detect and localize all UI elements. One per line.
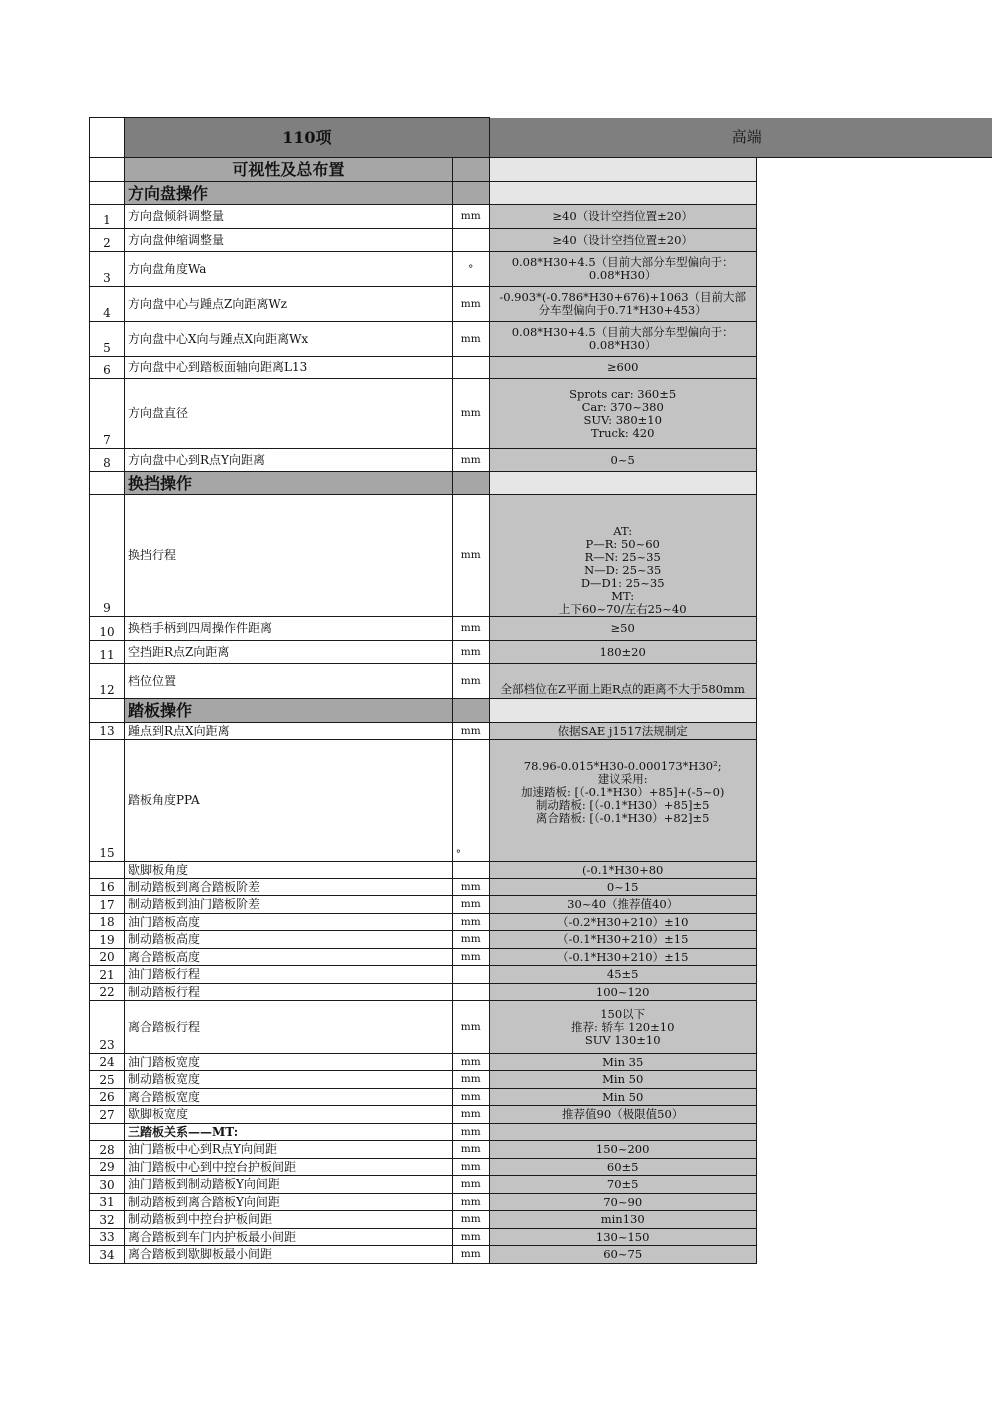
row-unit: mm: [452, 1001, 489, 1054]
row-description: 方向盘中心X向与踵点X向距离Wx: [124, 322, 452, 357]
table-row: [90, 1071, 992, 1089]
row-number: 31: [90, 1194, 125, 1211]
table-row: [90, 322, 992, 357]
row-unit: °: [452, 252, 489, 287]
table-row: [90, 896, 992, 914]
row-unit: mm: [452, 1194, 489, 1211]
section-val: [489, 472, 756, 495]
blank-cell: [756, 1194, 992, 1211]
row-unit: mm: [452, 1054, 489, 1071]
row-value: 0.08*H30+4.5（目前大部分车型偏向于： 0.08*H30）: [489, 252, 756, 287]
blank-cell: [756, 1159, 992, 1176]
blank-cell: [756, 1071, 992, 1089]
row-value: min130: [489, 1211, 756, 1229]
table-row: [90, 1246, 992, 1264]
table-row: [90, 931, 992, 949]
row-value: (-0.1*H30+80: [489, 862, 756, 879]
row-unit: [452, 966, 489, 984]
row-value: 0.08*H30+4.5（目前大部分车型偏向于： 0.08*H30）: [489, 322, 756, 357]
table-row: [90, 1054, 992, 1071]
row-number: 32: [90, 1211, 125, 1229]
row-unit: mm: [452, 1071, 489, 1089]
row-number: 3: [90, 252, 125, 287]
blank-cell: [756, 1124, 992, 1141]
section-unit: [452, 182, 489, 205]
table-row: [90, 1159, 992, 1176]
row-value: 30~40（推荐值40）: [489, 896, 756, 914]
table-row: [90, 1106, 992, 1124]
row-value: 依据SAE j1517法规制定: [489, 723, 756, 740]
blank-cell: [756, 1054, 992, 1071]
blank-cell: [756, 699, 992, 723]
blank-cell: [756, 984, 992, 1001]
blank-cell: [756, 896, 992, 914]
blank-cell: [756, 879, 992, 896]
row-number: 30: [90, 1176, 125, 1194]
blank-cell: [756, 1176, 992, 1194]
section-num: [90, 472, 125, 495]
spreadsheet: [89, 117, 992, 1264]
row-number: 25: [90, 1071, 125, 1089]
row-description: 制动踏板到中控台护板间距: [124, 1211, 452, 1229]
row-description: 制动踏板到离合踏板阶差: [124, 879, 452, 896]
row-value: 130~150: [489, 1229, 756, 1246]
section-val: [489, 1124, 756, 1141]
section-row-three-pedal: [90, 1124, 992, 1141]
row-description: 制动踏板行程: [124, 984, 452, 1001]
header-row: [90, 118, 992, 158]
table-row: [90, 879, 992, 896]
row-number: 34: [90, 1246, 125, 1264]
header-right-title: 高端: [730, 118, 992, 157]
table-row: [90, 664, 992, 699]
row-unit: mm: [452, 914, 489, 931]
section-unit: mm: [452, 1124, 489, 1141]
table-row: [90, 1089, 992, 1106]
row-description: 空挡距R点Z向距离: [124, 641, 452, 664]
row-unit: °: [452, 740, 489, 862]
row-unit: [452, 862, 489, 879]
row-value: 150~200: [489, 1141, 756, 1159]
blank-cell: [756, 1141, 992, 1159]
row-value: Min 50: [489, 1071, 756, 1089]
row-unit: mm: [452, 379, 489, 449]
row-description: 油门踏板中心到R点Y向间距: [124, 1141, 452, 1159]
row-value: ≥40（设计空挡位置±20）: [489, 205, 756, 229]
row-description: 踏板角度PPA: [124, 740, 452, 862]
row-unit: mm: [452, 1229, 489, 1246]
row-description: 制动踏板到离合踏板Y向间距: [124, 1194, 452, 1211]
row-number: 18: [90, 914, 125, 931]
row-unit: mm: [452, 664, 489, 699]
row-description: 方向盘伸缩调整量: [124, 229, 452, 252]
table-row: [90, 287, 992, 322]
table-row: [90, 723, 992, 740]
section-title-three-pedal: 三踏板关系——MT:: [124, 1124, 452, 1141]
row-number: 1: [90, 205, 125, 229]
row-unit: mm: [452, 495, 489, 617]
table-row: [90, 495, 992, 617]
table-row: [90, 966, 992, 984]
row-unit: mm: [452, 879, 489, 896]
blank-cell: [756, 495, 992, 617]
row-value: AT: P—R: 50~60 R—N: 25~35 N—D: 25~35 D—D1: 25~35 MT: 上下60~70/左右25~40: [489, 495, 756, 617]
row-value: 78.96-0.015*H30-0.000173*H30²; 建议采用: 加速踏板: [（-0.1*H30）+85]+(-5~0) 制动踏板: [（-0.1*H30）+85]±5 离合踏板: [（-0.1*H30）+82]±5: [489, 740, 756, 862]
row-unit: [452, 229, 489, 252]
blank-cell: [756, 1106, 992, 1124]
row-number: [90, 862, 125, 879]
blank-cell: [756, 914, 992, 931]
row-description: 油门踏板宽度: [124, 1054, 452, 1071]
corner-cell: [90, 118, 125, 158]
row-description: 方向盘角度Wa: [124, 252, 452, 287]
blank-cell: [756, 740, 992, 862]
row-unit: mm: [452, 949, 489, 966]
row-unit: mm: [452, 1141, 489, 1159]
table-row: [90, 1194, 992, 1211]
row-number: 16: [90, 879, 125, 896]
section-num: [90, 699, 125, 723]
table-row: [90, 1211, 992, 1229]
row-number: 17: [90, 896, 125, 914]
row-value: 推荐值90（极限值50）: [489, 1106, 756, 1124]
row-description: 离合踏板行程: [124, 1001, 452, 1054]
section-row-pedal: [90, 699, 992, 723]
row-unit: mm: [452, 723, 489, 740]
row-value: 70±5: [489, 1176, 756, 1194]
row-value: -0.903*(-0.786*H30+676)+1063（目前大部 分车型偏向于0.71*H30+453）: [489, 287, 756, 322]
row-unit: mm: [452, 1159, 489, 1176]
row-unit: mm: [452, 1176, 489, 1194]
row-unit: [452, 357, 489, 379]
row-unit: mm: [452, 287, 489, 322]
row-number: 11: [90, 641, 125, 664]
row-value: Min 35: [489, 1054, 756, 1071]
row-unit: mm: [452, 1211, 489, 1229]
table-row: [90, 949, 992, 966]
blank-cell: [756, 322, 992, 357]
row-unit: mm: [452, 1246, 489, 1264]
row-value: 0~15: [489, 879, 756, 896]
row-unit: mm: [452, 896, 489, 914]
section-num: [90, 182, 125, 205]
row-description: 换挡行程: [124, 495, 452, 617]
row-number: 6: [90, 357, 125, 379]
row-unit: mm: [452, 617, 489, 641]
table-row: [90, 449, 992, 472]
row-description: 离合踏板高度: [124, 949, 452, 966]
section-val: [489, 699, 756, 723]
row-number: 13: [90, 723, 125, 740]
row-number: 19: [90, 931, 125, 949]
row-value: 100~120: [489, 984, 756, 1001]
row-number: 21: [90, 966, 125, 984]
blank-cell: [756, 379, 992, 449]
row-number: 12: [90, 664, 125, 699]
row-number: 33: [90, 1229, 125, 1246]
row-description: 歇脚板角度: [124, 862, 452, 879]
row-number: 4: [90, 287, 125, 322]
blank-cell: [756, 472, 992, 495]
row-unit: mm: [452, 205, 489, 229]
row-description: 方向盘直径: [124, 379, 452, 449]
table-row: [90, 617, 992, 641]
row-value: 0~5: [489, 449, 756, 472]
title-num: [90, 158, 125, 182]
section-title-row: [90, 158, 992, 182]
blank-cell: [756, 158, 992, 182]
row-number: 24: [90, 1054, 125, 1071]
row-number: 8: [90, 449, 125, 472]
row-value: ≥600: [489, 357, 756, 379]
row-description: 油门踏板到制动踏板Y向间距: [124, 1176, 452, 1194]
blank-cell: [756, 949, 992, 966]
row-unit: mm: [452, 1089, 489, 1106]
table-row: [90, 379, 992, 449]
title-val: [489, 158, 756, 182]
blank-cell: [756, 931, 992, 949]
table-row: [90, 740, 992, 862]
row-number: 26: [90, 1089, 125, 1106]
row-number: 27: [90, 1106, 125, 1124]
row-unit: [452, 984, 489, 1001]
row-number: 20: [90, 949, 125, 966]
section-row-shift: [90, 472, 992, 495]
row-value: 70~90: [489, 1194, 756, 1211]
row-value: 60±5: [489, 1159, 756, 1176]
blank-cell: [756, 229, 992, 252]
row-number: 5: [90, 322, 125, 357]
blank-cell: [756, 862, 992, 879]
row-unit: mm: [452, 449, 489, 472]
blank-cell: [756, 287, 992, 322]
table-row: [90, 1001, 992, 1054]
table-row: [90, 252, 992, 287]
section-unit: [452, 472, 489, 495]
row-value: ≥40（设计空挡位置±20）: [489, 229, 756, 252]
blank-cell: [756, 252, 992, 287]
project-title: 110项: [124, 118, 489, 158]
row-value: （-0.2*H30+210）±10: [489, 914, 756, 931]
row-number: 10: [90, 617, 125, 641]
blank-cell: [756, 182, 992, 205]
row-unit: mm: [452, 1106, 489, 1124]
row-number: 23: [90, 1001, 125, 1054]
row-number: 2: [90, 229, 125, 252]
row-number: 9: [90, 495, 125, 617]
row-description: 歇脚板宽度: [124, 1106, 452, 1124]
row-unit: mm: [452, 641, 489, 664]
row-value: 180±20: [489, 641, 756, 664]
row-description: 制动踏板宽度: [124, 1071, 452, 1089]
row-description: 离合踏板到歇脚板最小间距: [124, 1246, 452, 1264]
spec-table: [89, 117, 992, 1264]
row-value: Sprots car: 360±5 Car: 370~380 SUV: 380±10 Truck: 420: [489, 379, 756, 449]
blank-cell: [756, 1229, 992, 1246]
row-description: 方向盘中心与踵点Z向距离Wz: [124, 287, 452, 322]
blank-cell: [756, 357, 992, 379]
row-description: 方向盘中心到踏板面轴向距离L13: [124, 357, 452, 379]
table-row: [90, 229, 992, 252]
blank-cell: [756, 966, 992, 984]
row-number: 22: [90, 984, 125, 1001]
row-number: 7: [90, 379, 125, 449]
row-number: 15: [90, 740, 125, 862]
row-number: 28: [90, 1141, 125, 1159]
row-description: 油门踏板高度: [124, 914, 452, 931]
blank-cell: [756, 449, 992, 472]
row-value: Min 50: [489, 1089, 756, 1106]
row-description: 油门踏板行程: [124, 966, 452, 984]
table-row: [90, 1141, 992, 1159]
row-number: 29: [90, 1159, 125, 1176]
table-row: [90, 862, 992, 879]
section-title-shift: 换挡操作: [124, 472, 452, 495]
row-description: 制动踏板高度: [124, 931, 452, 949]
section-num: [90, 1124, 125, 1141]
row-unit: mm: [452, 322, 489, 357]
section-row-steering: [90, 182, 992, 205]
row-description: 制动踏板到油门踏板阶差: [124, 896, 452, 914]
section-val: [489, 182, 756, 205]
blank-cell: [756, 641, 992, 664]
section-main-title: 可视性及总布置: [124, 158, 452, 182]
blank-cell: [756, 723, 992, 740]
row-description: 油门踏板中心到中控台护板间距: [124, 1159, 452, 1176]
blank-cell: [756, 1089, 992, 1106]
row-unit: mm: [452, 931, 489, 949]
blank-cell: [756, 664, 992, 699]
row-value: （-0.1*H30+210）±15: [489, 949, 756, 966]
table-row: [90, 1176, 992, 1194]
row-value: （-0.1*H30+210）±15: [489, 931, 756, 949]
header-right-cell: [489, 118, 992, 158]
table-row: [90, 641, 992, 664]
row-value: 45±5: [489, 966, 756, 984]
row-description: 方向盘中心到R点Y向距离: [124, 449, 452, 472]
row-description: 踵点到R点X向距离: [124, 723, 452, 740]
blank-cell: [756, 1211, 992, 1229]
row-value: 150以下 推荐: 轿车 120±10 SUV 130±10: [489, 1001, 756, 1054]
row-description: 离合踏板到车门内护板最小间距: [124, 1229, 452, 1246]
table-row: [90, 205, 992, 229]
section-unit: [452, 699, 489, 723]
blank-cell: [756, 617, 992, 641]
section-title-pedal: 踏板操作: [124, 699, 452, 723]
row-description: 离合踏板宽度: [124, 1089, 452, 1106]
row-value: ≥50: [489, 617, 756, 641]
row-description: 换档手柄到四周操作件距离: [124, 617, 452, 641]
table-row: [90, 1229, 992, 1246]
blank-cell: [756, 1001, 992, 1054]
blank-cell: [756, 1246, 992, 1264]
table-row: [90, 357, 992, 379]
table-row: [90, 984, 992, 1001]
blank-cell: [756, 205, 992, 229]
title-unit: [452, 158, 489, 182]
row-value: 全部档位在Z平面上距R点的距离不大于580mm: [489, 664, 756, 699]
row-description: 方向盘倾斜调整量: [124, 205, 452, 229]
row-description: 档位位置: [124, 664, 452, 699]
row-value: 60~75: [489, 1246, 756, 1264]
section-title-steering: 方向盘操作: [124, 182, 452, 205]
table-row: [90, 914, 992, 931]
